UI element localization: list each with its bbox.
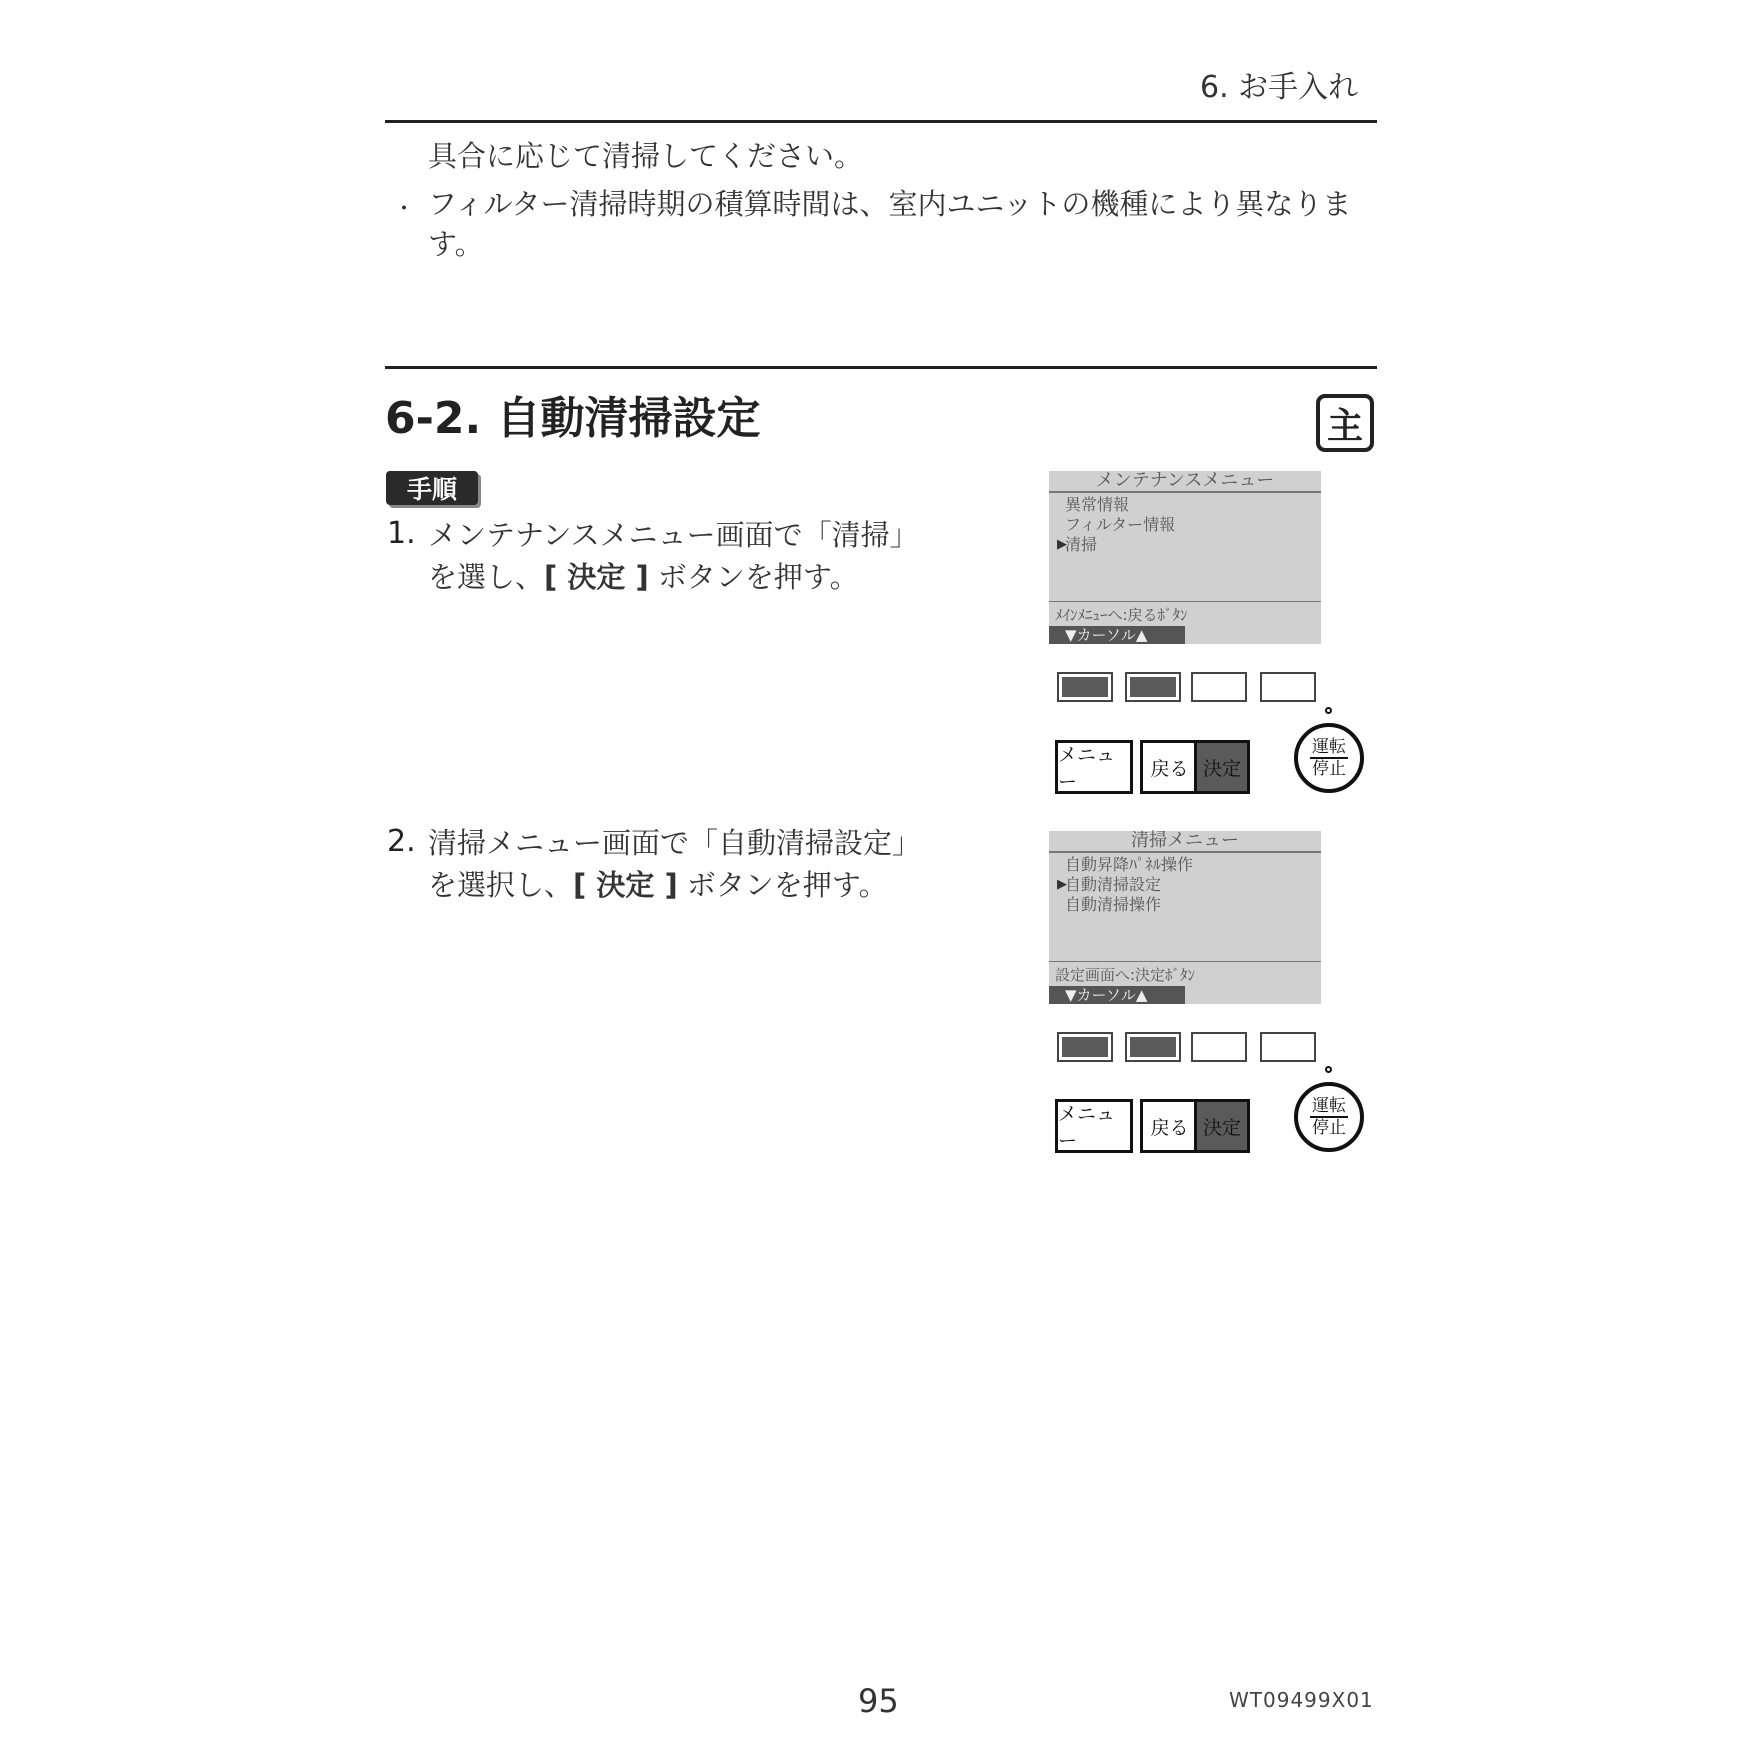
lcd-menu-item: 自動昇降ﾊﾟﾈﾙ操作 xyxy=(1065,855,1194,874)
enter-button-ref: [ 決定 ] xyxy=(544,560,649,594)
menu-button[interactable]: メニュー xyxy=(1055,1099,1133,1153)
section-title: 6-2. 自動清掃設定 xyxy=(385,393,761,444)
step-number: 2. xyxy=(387,824,416,859)
lcd-screen xyxy=(1049,831,1321,1004)
function-key-f2[interactable] xyxy=(1125,1032,1181,1062)
intro-line: 具合に応じて清掃してください。 xyxy=(428,139,864,173)
lcd-menu-item-selected: 自動清掃設定 xyxy=(1065,875,1162,894)
cursor-bar: ▼カーソル▲ xyxy=(1049,986,1185,1004)
procedure-label: 手順 xyxy=(386,471,478,505)
function-key-f3[interactable] xyxy=(1191,672,1247,702)
cursor-bar: ▼カーソル▲ xyxy=(1049,626,1185,644)
lcd-screen xyxy=(1049,471,1321,644)
page-number: 95 xyxy=(858,1682,899,1720)
section-rule xyxy=(385,366,1377,369)
chapter-heading: 6. お手入れ xyxy=(1200,70,1359,105)
power-label-bottom: 停止 xyxy=(1312,1118,1346,1138)
step-line xyxy=(428,864,888,906)
back-button[interactable]: 戻る xyxy=(1140,1099,1196,1153)
step-line: メンテナンスメニュー画面で「清掃」 xyxy=(428,518,919,552)
function-key-f2[interactable] xyxy=(1125,672,1181,702)
power-button[interactable] xyxy=(1294,723,1364,793)
lcd-menu-item-selected: 清掃 xyxy=(1065,535,1098,554)
power-label-top: 運転 xyxy=(1312,737,1346,757)
bullet-mark: ・ xyxy=(393,197,416,222)
function-key-f3[interactable] xyxy=(1191,1032,1247,1062)
document-code: WT09499X01 xyxy=(1229,1688,1374,1712)
function-key-f1[interactable] xyxy=(1057,1032,1113,1062)
menu-button[interactable]: メニュー xyxy=(1055,740,1133,794)
step-line: 清掃メニュー画面で「自動清掃設定」 xyxy=(428,826,922,860)
function-key-f1[interactable] xyxy=(1057,672,1113,702)
lcd-divider xyxy=(1049,961,1321,962)
lcd-menu-item: フィルター情報 xyxy=(1065,515,1176,534)
power-button[interactable] xyxy=(1294,1082,1364,1152)
lcd-divider xyxy=(1049,601,1321,602)
enter-button-ref: [ 決定 ] xyxy=(573,868,678,902)
step-line xyxy=(428,556,859,598)
lcd-footer: ﾒｲﾝﾒﾆｭｰへ:戻るﾎﾞﾀﾝ xyxy=(1055,606,1188,624)
step-number: 1. xyxy=(387,516,416,551)
lcd-title: メンテナンスメニュー xyxy=(1049,471,1321,493)
power-label-bottom: 停止 xyxy=(1312,759,1346,779)
enter-button[interactable]: 決定 xyxy=(1194,740,1250,794)
selection-marker-icon: ▶ xyxy=(1057,877,1067,892)
step-text: を選択し、 xyxy=(428,868,574,902)
step-text: ボタンを押す。 xyxy=(648,560,859,594)
power-led-icon xyxy=(1325,707,1332,714)
power-led-icon xyxy=(1325,1066,1332,1073)
main-remote-icon: 主 xyxy=(1316,394,1374,452)
step-text: ボタンを押す。 xyxy=(677,868,888,902)
bullet-line-continued: す。 xyxy=(428,227,484,261)
step-text: を選し、 xyxy=(428,560,545,594)
back-button[interactable]: 戻る xyxy=(1140,740,1196,794)
lcd-menu-item: 自動清掃操作 xyxy=(1065,895,1162,914)
lcd-title: 清掃メニュー xyxy=(1049,831,1321,853)
enter-button[interactable]: 決定 xyxy=(1194,1099,1250,1153)
power-label-top: 運転 xyxy=(1312,1096,1346,1116)
bullet-line: フィルター清掃時期の積算時間は、室内ユニットの機種により異なりま xyxy=(428,187,1352,221)
function-key-f4[interactable] xyxy=(1260,1032,1316,1062)
lcd-menu-item: 異常情報 xyxy=(1065,495,1130,514)
lcd-footer: 設定画面へ:決定ﾎﾞﾀﾝ xyxy=(1055,966,1196,984)
header-rule xyxy=(385,120,1377,123)
selection-marker-icon: ▶ xyxy=(1057,537,1067,552)
function-key-f4[interactable] xyxy=(1260,672,1316,702)
